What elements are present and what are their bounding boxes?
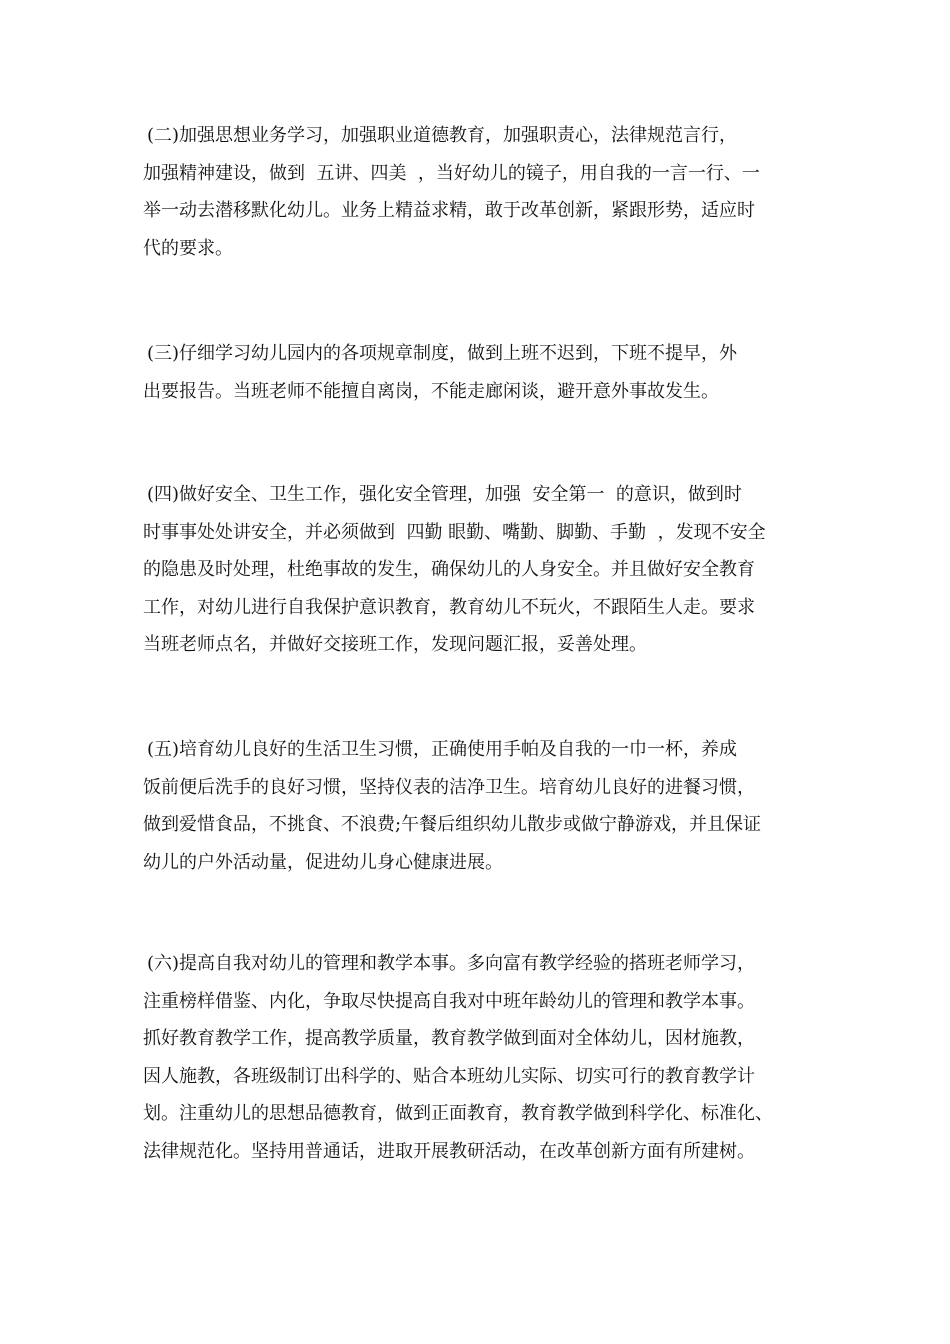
paragraph-line: 注重榜样借鉴、内化，争取尽快提高自我对中班年龄幼儿的管理和教学本事。 [143,990,755,1012]
paragraph-line: 时事事处处讲安全，并必须做到 四勤 眼勤、嘴勤、脚勤、手勤 ，发现不安全 [143,521,766,543]
paragraph-line: (三)仔细学习幼儿园内的各项规章制度，做到上班不迟到，下班不提早，外 [147,343,738,364]
paragraph-line: (六)提高自我对幼儿的管理和教学本事。多向富有教学经验的搭班老师学习， [147,953,756,974]
paragraph-line: 因人施教，各班级制订出科学的、贴合本班幼儿实际、切实可行的教育教学计 [143,1065,755,1087]
paragraph-line: 做到爱惜食品，不挑食、不浪费;午餐后组织幼儿散步或做宁静游戏，并且保证 [143,814,762,835]
paragraph-line: 工作，对幼儿进行自我保护意识教育，教育幼儿不玩火，不跟陌生人走。要求 [143,596,755,618]
paragraph-3 [143,335,818,410]
paragraph-line: 抓好教育教学工作，提高教学质量，教育教学做到面对全体幼儿，因材施教， [143,1028,755,1049]
paragraph-line: 出要报告。当班老师不能擅自离岗，不能走廊闲谈，避开意外事故发生。 [143,380,719,402]
paragraph-line: 的隐患及时处理，杜绝事故的发生，确保幼儿的人身安全。并且做好安全教育 [143,559,755,580]
paragraph-line: 加强精神建设，做到 五讲、四美 ，当好幼儿的镜子，用自我的一言一行、一 [143,162,760,184]
paragraph-line: 当班老师点名，并做好交接班工作，发现问题汇报，妥善处理。 [143,634,647,655]
paragraph-2 [143,117,818,267]
paragraph-line: (四)做好安全、卫生工作，强化安全管理，加强 安全第一 的意识，做到时 [147,484,742,505]
paragraph-line: 法律规范化。坚持用普通话，进取开展教研活动，在改革创新方面有所建树。 [143,1140,755,1162]
paragraph-6 [143,945,818,1170]
paragraph-line: 饭前便后洗手的良好习惯，坚持仪表的洁净卫生。培育幼儿良好的进餐习惯， [143,776,755,798]
paragraph-line: 举一动去潜移默化幼儿。业务上精益求精，敢于改革创新，紧跟形势，适应时 [143,200,755,221]
paragraph-line: 划。注重幼儿的思想品德教育，做到正面教育，教育教学做到科学化、标准化、 [143,1103,773,1124]
paragraph-line: (二)加强思想业务学习，加强职业道德教育，加强职责心，法律规范言行， [147,125,738,146]
paragraph-line: (五)培育幼儿良好的生活卫生习惯，正确使用手帕及自我的一巾一杯，养成 [147,739,738,760]
paragraph-4 [143,476,818,664]
paragraph-5 [143,731,818,881]
paragraph-line: 幼儿的户外活动量，促进幼儿身心健康进展。 [143,851,503,873]
paragraph-line: 代的要求。 [143,237,233,259]
